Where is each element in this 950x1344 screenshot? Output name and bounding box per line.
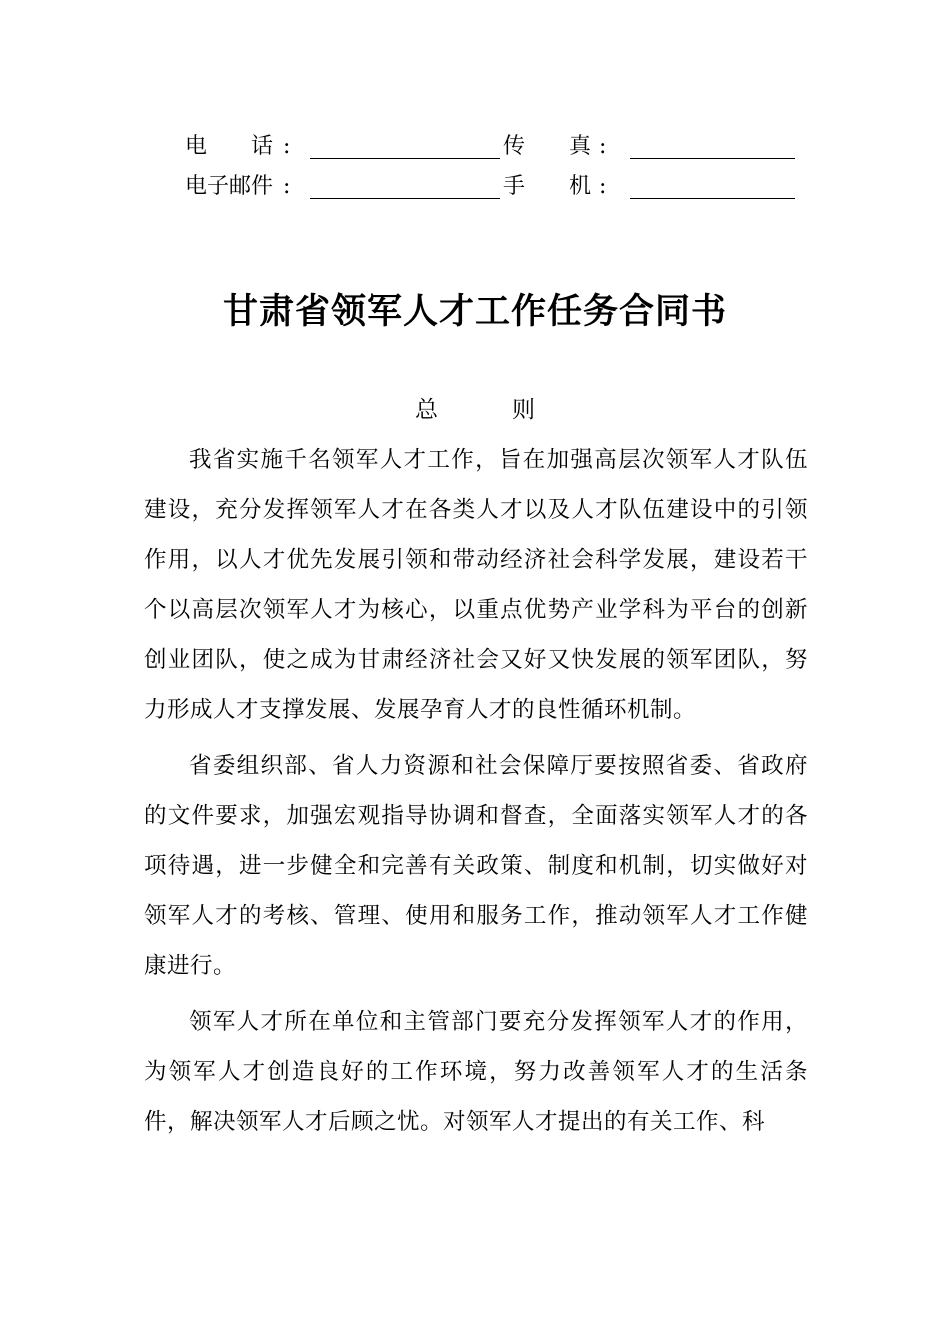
mobile-blank-field[interactable] xyxy=(630,198,795,199)
fax-colon: : xyxy=(599,134,607,159)
mobile-label: 手 机 xyxy=(503,174,592,199)
section-title-right: 则 xyxy=(512,397,535,423)
email-label: 电子邮件 xyxy=(185,174,274,199)
section-title xyxy=(0,394,950,426)
email-colon: : xyxy=(283,174,291,199)
contact-row-email-mobile xyxy=(185,172,805,202)
document-title: 甘肃省领军人才工作任务合同书 xyxy=(222,292,727,332)
phone-label: 电 话 xyxy=(185,134,274,159)
body-text xyxy=(144,435,808,1147)
paragraph-2: 省委组织部、省人力资源和社会保障厅要按照省委、省政府的文件要求，加强宏观指导协调和督查，全面落实领军人才的各项待遇，进一步健全和完善有关政策、制度和机制，切实做好对领军人才的考核、管理、使用和服务工作，推动领军人才工作健康进行。 xyxy=(144,753,808,979)
paragraph-3: 领军人才所在单位和主管部门要充分发挥领军人才的作用，为领军人才创造良好的工作环境，努力改善领军人才的生活条件，解决领军人才后顾之忧。对领军人才提出的有关工作、科 xyxy=(144,1009,808,1135)
phone-colon: : xyxy=(283,134,291,159)
phone-blank-field[interactable] xyxy=(310,158,500,159)
fax-label: 传 真 xyxy=(503,134,592,159)
section-title-left: 总 xyxy=(415,397,438,423)
email-blank-field[interactable] xyxy=(310,198,500,199)
mobile-colon: : xyxy=(599,174,607,199)
fax-blank-field[interactable] xyxy=(630,158,795,159)
contact-row-phone-fax xyxy=(185,132,805,162)
paragraph-1: 我省实施千名领军人才工作，旨在加强高层次领军人才队伍建设，充分发挥领军人才在各类人才以及人才队伍建设中的引领作用，以人才优先发展引领和带动经济社会科学发展，建设若干个以高层次领军人才为核心，以重点优势产业学科为平台的创新创业团队，使之成为甘肃经济社会又好又快发展的领军团队，努力形成人才支撑发展、发展孕育人才的良性循环机制。 xyxy=(144,447,808,723)
